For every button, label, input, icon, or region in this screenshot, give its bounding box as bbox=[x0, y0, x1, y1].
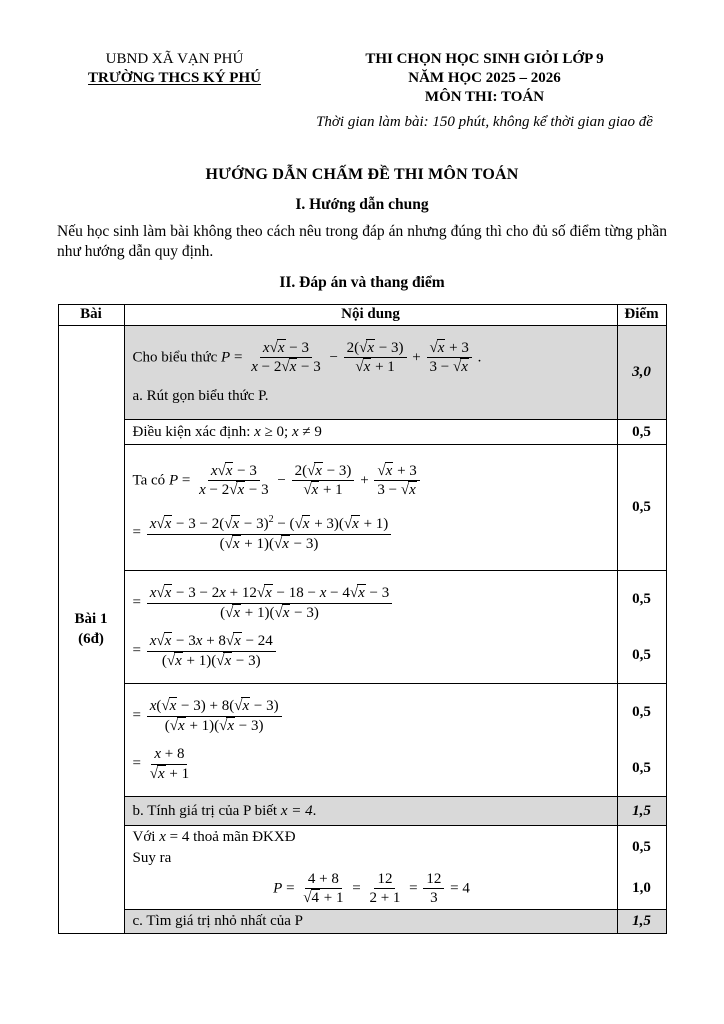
issuing-org-block bbox=[57, 50, 292, 132]
document-header bbox=[57, 50, 667, 132]
score-cell bbox=[617, 326, 666, 420]
table-row-step2 bbox=[58, 571, 666, 684]
answer-key-table bbox=[58, 304, 667, 934]
formula-line: Ta có P = $\frac{x√x - 3}{x - 2√x - 3}$ − $\frac{2(√x - 3)}{√x + 1}$ + $\frac{√x + 3}{3 - √x}$ bbox=[133, 463, 611, 500]
formula-line: = $\frac{x√x - 3 - 2(√x - 3)^2 - (√x + 3)(√x + 1)}{(√x + 1)(√x - 3)}$ bbox=[133, 514, 611, 553]
score-cell bbox=[617, 445, 666, 571]
content-cell bbox=[124, 910, 617, 934]
general-guideline-text: Nếu học sinh làm bài không theo cách nêu trong đáp án nhưng đúng thì cho đủ số điểm từng phần như hướng dẫn quy định. bbox=[57, 223, 667, 261]
content-cell bbox=[124, 326, 617, 420]
score-value: 0,5 bbox=[632, 646, 651, 663]
col-header-diem: Điểm bbox=[617, 305, 666, 326]
formula-line: = $\frac{x(√x - 3) + 8(√x - 3)}{(√x + 1)(√x - 3)}$ bbox=[133, 698, 611, 735]
answer-b-line1: Với x = 4 thoả mãn ĐKXĐ bbox=[132, 829, 296, 846]
content-cell bbox=[124, 826, 617, 910]
content-cell bbox=[124, 571, 617, 684]
score-value: 1,0 bbox=[632, 880, 651, 897]
score-cell bbox=[617, 420, 666, 445]
table-row-question-c bbox=[58, 910, 666, 934]
formula-line: = $\frac{x + 8}{√x + 1}$ bbox=[132, 746, 190, 782]
problem-name: Bài 1 bbox=[74, 611, 108, 628]
school-year: NĂM HỌC 2025 – 2026 bbox=[408, 69, 561, 86]
page-title: HƯỚNG DẪN CHẤM ĐỀ THI MÔN TOÁN bbox=[205, 166, 519, 183]
table-row-step3 bbox=[58, 684, 666, 797]
score-value: 3,0 bbox=[632, 364, 651, 381]
exam-title-block bbox=[292, 50, 667, 132]
answer-b-formula: P = $\frac{4 + 8}{√4 + 1}$ = $\frac{12}{2 + 1}$ = $\frac{12}{3}$ = 4 bbox=[273, 870, 470, 907]
question-b-text: b. Tính giá trị của P biết x = 4. bbox=[132, 802, 317, 819]
section2-title: II. Đáp án và thang điểm bbox=[279, 274, 445, 292]
section1-title: I. Hướng dẫn chung bbox=[295, 196, 429, 213]
score-value: 0,5 bbox=[632, 499, 651, 516]
score-cell bbox=[617, 826, 666, 910]
score-value: 0,5 bbox=[632, 423, 651, 440]
score-cell bbox=[617, 797, 666, 826]
col-header-bai: Bài bbox=[58, 305, 124, 326]
problem-label-cell bbox=[58, 326, 124, 934]
content-cell bbox=[124, 684, 617, 797]
score-cell bbox=[617, 910, 666, 934]
content-cell bbox=[124, 420, 617, 445]
problem-points: (6đ) bbox=[78, 630, 104, 647]
exam-name: THI CHỌN HỌC SINH GIỎI LỚP 9 bbox=[365, 51, 604, 67]
score-cell bbox=[617, 571, 666, 684]
table-row-problem-statement bbox=[58, 326, 666, 420]
formula-line: Cho biểu thức P = $\frac{x√x - 3}{x - 2√x - 3}$ − $\frac{2(√x - 3)}{√x + 1}$ + $\frac{√x + 3}{3 - √x}$ . bbox=[132, 339, 482, 376]
table-row-step1 bbox=[58, 445, 666, 571]
score-value: 0,5 bbox=[632, 703, 651, 720]
subject-name: MÔN THI: TOÁN bbox=[424, 88, 545, 105]
score-cell bbox=[617, 684, 666, 797]
condition-text: Điều kiện xác định: x ≥ 0; x ≠ 9 bbox=[132, 423, 322, 440]
table-row-question-b bbox=[58, 797, 666, 826]
score-value: 0,5 bbox=[632, 590, 651, 607]
table-row-answer-b bbox=[58, 826, 666, 910]
col-header-noi-dung: Nội dung bbox=[124, 305, 617, 326]
question-c-text: c. Tìm giá trị nhỏ nhất của P bbox=[132, 913, 304, 930]
org-name-line2: TRƯỜNG THCS KÝ PHÚ bbox=[88, 69, 261, 86]
table-row-condition bbox=[58, 420, 666, 445]
table-header-row bbox=[58, 305, 666, 326]
score-value: 1,5 bbox=[632, 913, 651, 930]
answer-b-line2: Suy ra bbox=[132, 850, 172, 867]
content-cell bbox=[124, 445, 617, 571]
score-value: 1,5 bbox=[632, 802, 651, 819]
formula-line: = $\frac{x√x - 3 - 2x + 12√x - 18 - x - 4√x - 3}{(√x + 1)(√x - 3)}$ bbox=[133, 585, 611, 622]
formula-line: = $\frac{x√x - 3x + 8√x - 24}{(√x + 1)(√x - 3)}$ bbox=[133, 633, 611, 670]
content-cell bbox=[124, 797, 617, 826]
time-note: Thời gian làm bài: 150 phút, không kể thời gian giao đề bbox=[316, 114, 653, 131]
question-a-text: a. Rút gọn biểu thức P. bbox=[132, 388, 269, 405]
score-value: 0,5 bbox=[632, 759, 651, 776]
org-name-line1: UBND XÃ VẠN PHÚ bbox=[105, 51, 244, 67]
score-value: 0,5 bbox=[632, 838, 651, 855]
